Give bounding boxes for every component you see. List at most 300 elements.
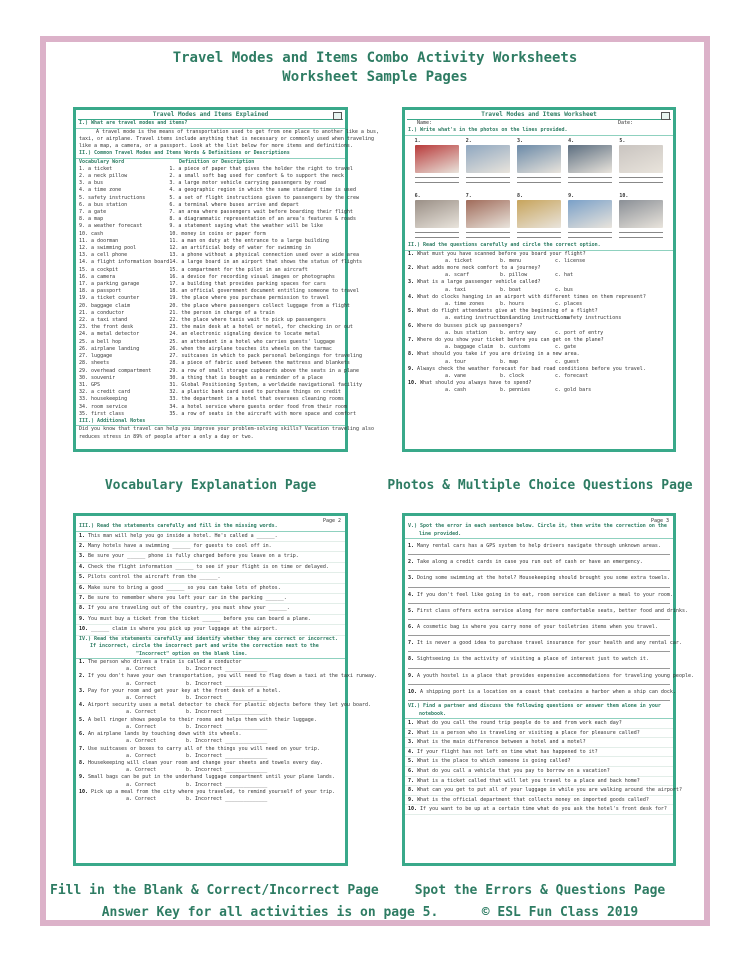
statement-text: Airport security uses a metal detector to check for plastic objects before they let you board. [88, 702, 372, 709]
vocab-definition: 11. a man on duty at the entrance to a large building [169, 237, 329, 244]
mc-question [405, 279, 673, 286]
question-number: 6. [408, 322, 415, 329]
error-text: First class offers extra service along for more comfortable seats, better food and drinks. [417, 607, 688, 614]
discussion-text: What is the official department that collects money on imported goods called? [417, 796, 649, 803]
answer-line[interactable] [619, 232, 663, 233]
fill-text: Many hotels have a swimming ______ for guests to cool off in. [88, 542, 272, 549]
mc-question [405, 265, 673, 272]
photo-image [619, 145, 663, 173]
statement-item [76, 789, 345, 796]
discussion-item [405, 786, 682, 796]
discussion-text: If you want to be up at a certain time what do you ask the hotel's front desk for? [420, 806, 667, 813]
statement-text: An airplane lands by touching down with its wheels. [88, 731, 242, 738]
statement-item [76, 746, 345, 753]
photo-number: 9. [568, 192, 575, 199]
mc-options [405, 330, 673, 337]
vocab-word: 19. a ticket counter [79, 295, 140, 302]
item-number: 10. [79, 626, 89, 633]
answer-line[interactable] [466, 237, 510, 238]
discussion-item [405, 748, 673, 758]
fill-item [76, 604, 345, 614]
photo-number: 5. [619, 137, 626, 144]
error-text: Take along a credit cards in case you run out of cash or have an emergency. [417, 559, 643, 566]
photo-item [466, 138, 510, 183]
correction-line[interactable] [408, 668, 670, 669]
correct-option[interactable]: a. Correct [126, 695, 157, 702]
mc-option[interactable]: b. menu [500, 257, 522, 264]
correction-line[interactable] [408, 619, 670, 620]
error-text: It is never a good idea to purchase travel insurance for your health and any rental car. [417, 640, 682, 647]
vocab-word: 32. a credit card [79, 389, 131, 396]
correct-incorrect-options [76, 738, 345, 745]
vocab-definition: 27. suitcases in which to pack personal belongings for traveling [169, 353, 362, 360]
mc-option[interactable]: a. time zones [445, 301, 485, 308]
error-text: Doing some swimming at the hotel? Housekeeping should brought you some extra towels. [417, 575, 670, 582]
vocab-word: 29. overhead compartment [79, 367, 152, 374]
incorrect-option[interactable]: b. Incorrect ______________ [186, 695, 268, 702]
mc-option[interactable]: c. forecast [555, 373, 589, 380]
discussion-text: If your flight has not left on time what has happened to it? [417, 748, 598, 755]
discussion-text: What do you call the round trip people do to and from work each day? [417, 720, 622, 727]
statement-item [76, 688, 345, 695]
photo-item [415, 193, 459, 238]
mc-option[interactable]: a. tour [445, 358, 467, 365]
photo-item [568, 193, 612, 238]
vocab-word: 9. a weather forecast [79, 223, 143, 230]
vocab-definition: 22. the place where taxis wait to pick up passengers [169, 317, 326, 324]
correct-incorrect-list [76, 659, 378, 803]
fill-list [76, 532, 345, 636]
vocab-word: 10. cash [79, 230, 104, 237]
error-item [405, 672, 694, 680]
item-number: 3. [79, 687, 86, 694]
fill-item [76, 542, 345, 552]
mc-question [405, 337, 673, 344]
vocab-definition: 1. a piece of paper that gives the holder the right to travel [169, 165, 353, 172]
mc-option[interactable]: a. vane [445, 373, 467, 380]
name-label: Name: [417, 120, 433, 126]
vocab-section-1: I.) What are travel modes and items? [76, 120, 345, 129]
correct-option[interactable]: a. Correct [126, 781, 157, 788]
vocab-word: 13. a cell phone [79, 252, 128, 259]
fill-item [76, 532, 345, 542]
fill-item [76, 594, 345, 604]
discussion-item [405, 719, 673, 729]
error-text: Many rental cars has a GPS system to help drivers navigate through unknown areas. [417, 543, 661, 549]
answer-line[interactable] [415, 237, 459, 238]
statement-item [76, 702, 372, 709]
mc-option[interactable]: a. taxi [445, 286, 467, 293]
question-text: Always check the weather forecast for bad road conditions before you travel. [417, 365, 646, 372]
correct-option[interactable]: a. Correct [126, 723, 157, 730]
vocab-definition: 24. an electronic signaling device to locate metal [169, 331, 320, 338]
correct-option[interactable]: a. Correct [126, 795, 157, 802]
correct-incorrect-options [76, 709, 345, 716]
discussion-text: What is the place to which someone is going called? [417, 758, 571, 765]
vocab-word-list [79, 166, 169, 418]
error-item [405, 559, 673, 566]
vocab-word: 22. a taxi stand [79, 317, 128, 324]
fill-text: Be sure to remember where you left your car in the parking ______. [88, 594, 287, 601]
answer-line[interactable] [568, 182, 612, 183]
vocab-definition: 19. the place where you purchase permission to travel [169, 295, 329, 302]
mc-option[interactable]: c. hat [555, 272, 574, 279]
item-number: 2. [79, 673, 86, 680]
mc-option[interactable]: c. bus [555, 286, 574, 293]
vocabulary-sheet [73, 107, 379, 452]
answer-line[interactable] [466, 232, 510, 233]
question-number: 1. [408, 250, 415, 257]
vocab-word: 6. a bus station [79, 201, 128, 208]
mc-option[interactable]: b. hours [500, 301, 525, 308]
vocab-word: 14. a flight information board [79, 259, 170, 266]
answer-line[interactable] [415, 182, 459, 183]
name-date-row [405, 120, 673, 127]
item-number: 9. [408, 796, 415, 803]
item-number: 5. [79, 574, 86, 581]
item-number: 1. [79, 659, 86, 666]
fill-item [76, 625, 345, 635]
answer-line[interactable] [517, 182, 561, 183]
fill-text: Be sure your ______ phone is fully charged before you leave on a trip. [88, 553, 299, 560]
question-number: 10. [408, 380, 418, 387]
discuss-section-line: notebook. [405, 711, 673, 720]
vocab-word: 23. the front desk [79, 324, 134, 331]
photo-number: 6. [414, 192, 421, 199]
correction-line[interactable] [408, 651, 670, 652]
fill-blank-sheet [73, 513, 378, 866]
mc-question [405, 351, 673, 358]
item-number: 7. [408, 777, 415, 784]
mc-option[interactable]: b. entry way [500, 329, 537, 336]
caption-answer-key: Answer Key for all activities is on page 5. [101, 905, 439, 920]
mc-question [405, 380, 673, 387]
discussion-text: What do you call a vehicle that you pay to borrow on a vacation? [417, 768, 610, 774]
mc-option[interactable]: b. customs [500, 344, 531, 351]
answer-line[interactable] [517, 177, 561, 178]
vocab-definition: 8. a diagrammatic representation of an area's features & roads [169, 216, 356, 223]
ci-section-line: "Incorrect" option on the blank line. [76, 651, 345, 660]
mc-option[interactable]: b. pennies [500, 387, 531, 394]
answer-line[interactable] [415, 177, 459, 178]
answer-line[interactable] [568, 177, 612, 178]
vocab-definition: 18. an official government document entitling someone to travel [169, 288, 359, 295]
vocab-definition: 3. a large motor vehicle carrying passengers by road [169, 180, 326, 187]
item-number: 5. [408, 758, 415, 765]
caption-copyright: © ESL Fun Class 2019 [481, 905, 639, 920]
vocab-definition: 30. a thing that is bought as a reminder of a place [169, 374, 323, 381]
vocab-definition: 26. when the airplane touches its wheels on the tarmac [169, 345, 332, 352]
incorrect-option[interactable]: b. Incorrect ______________ [186, 795, 268, 802]
mc-option[interactable]: a. eating instructions [445, 315, 512, 322]
date-label: Date: [617, 120, 633, 126]
item-number: 6. [79, 584, 86, 591]
fill-item [76, 552, 345, 562]
photos-section-2: II.) Read the questions carefully and circle the correct option. [405, 242, 673, 251]
vocab-definition: 33. the department in a hotel that oversees cleaning rooms [169, 396, 344, 403]
question-text: What adds more neck comfort to a journey? [417, 265, 541, 272]
error-list [405, 543, 694, 701]
mc-options [405, 344, 673, 351]
vocab-word: 7. a gate [79, 209, 107, 216]
item-number: 2. [79, 542, 86, 549]
mc-option[interactable]: c. gate [555, 344, 577, 351]
item-number: 7. [79, 594, 86, 601]
item-number: 7. [408, 640, 415, 647]
photo-number: 1. [414, 137, 421, 144]
ci-section-line: IV.) Read the statements carefully and identify whether they are correct or incorrect. [79, 635, 338, 642]
fill-text: Make sure to bring a good ______ so you can take lots of photos. [88, 584, 281, 591]
correct-incorrect-options [76, 767, 345, 774]
mc-option[interactable]: b. pillow [500, 272, 528, 279]
question-number: 2. [408, 265, 415, 272]
mc-option[interactable]: b. landing instructions [500, 315, 570, 322]
photo-row [405, 191, 673, 238]
correct-option[interactable]: a. Correct [126, 666, 157, 673]
correction-line[interactable] [408, 635, 670, 636]
photo-item [619, 138, 663, 183]
answer-line[interactable] [415, 232, 459, 233]
answer-line[interactable] [619, 177, 663, 178]
correction-line[interactable] [408, 570, 670, 571]
mc-options [405, 272, 673, 279]
vocab-word: 2. a neck pillow [79, 173, 128, 180]
vocab-definition: 2. a small soft bag used for comfort & to support the neck [169, 173, 344, 180]
incorrect-option[interactable]: b. Incorrect ______________ [186, 709, 268, 716]
statement-text: The person who drives a train is called a conductor [88, 659, 242, 666]
vocab-definition: 9. a statement saying what the weather will be like [169, 223, 323, 230]
discussion-list [405, 719, 682, 815]
photo-image [619, 200, 663, 228]
statement-text: A bell ringer shows people to their rooms and helps them with their luggage. [88, 716, 317, 723]
mc-question [405, 251, 673, 258]
photo-image [568, 145, 612, 173]
mc-question [405, 323, 673, 330]
mc-option[interactable]: b. boat [500, 286, 522, 293]
answer-line[interactable] [619, 237, 663, 238]
vocab-definition: 16. a device for recording visual images or photographs [169, 273, 335, 280]
mc-option[interactable]: b. clock [500, 373, 525, 380]
answer-line[interactable] [466, 182, 510, 183]
mc-option[interactable]: a. scarf [445, 272, 470, 279]
mc-options [405, 258, 673, 265]
vocab-word: 17. a parking garage [79, 281, 140, 288]
fill-text: You must buy a ticket from the ticket ______ before you can board a plane. [88, 615, 311, 622]
intro-line: like a map, a camera, or a passport. Look at the list below for more items and definitions. [79, 142, 353, 149]
correct-incorrect-options [76, 695, 345, 702]
vocab-definition: 35. a row of seats in the aircraft with more space and comfort [169, 410, 356, 417]
mc-question-list [405, 251, 673, 395]
error-item [405, 656, 673, 663]
mc-option[interactable]: c. gold bars [555, 387, 592, 394]
question-text: What do flight attendants give at the beginning of a flight? [417, 308, 598, 315]
item-number: 3. [408, 739, 415, 746]
correct-incorrect-options [76, 666, 345, 673]
error-item [405, 688, 676, 696]
correct-incorrect-options [76, 782, 345, 789]
vocab-word: 28. sheets [79, 360, 110, 367]
spot-errors-sheet [402, 513, 694, 866]
photo-image [466, 200, 510, 228]
question-number: 9. [408, 365, 415, 372]
answer-line[interactable] [619, 182, 663, 183]
mc-option[interactable]: b. map [500, 358, 519, 365]
discussion-text: What is the main difference between a hotel and a motel? [417, 739, 586, 746]
incorrect-option[interactable]: b. Incorrect ______________ [186, 666, 268, 673]
incorrect-option[interactable]: b. Incorrect ______________ [186, 767, 268, 774]
notes-line: Did you know that travel can help you improve your problem-solving skills? Vacation traveling also [79, 426, 375, 433]
correction-line[interactable] [408, 587, 670, 588]
definition-list [169, 166, 362, 418]
correct-incorrect-options [76, 753, 345, 760]
statement-text: Pick up a meal from the city where you traveled, to remind yourself of your trip. [91, 788, 335, 795]
mc-option[interactable]: a. bus station [445, 329, 488, 336]
incorrect-option[interactable]: b. Incorrect ______________ [186, 723, 268, 730]
question-number: 8. [408, 351, 415, 358]
photo-number: 7. [465, 192, 472, 199]
mc-option[interactable]: a. ticket [445, 257, 473, 264]
vocab-word: 30. souvenir [79, 374, 116, 381]
vocab-word: 27. luggage [79, 353, 113, 360]
item-number: 4. [79, 702, 86, 709]
mc-option[interactable]: c. license [555, 257, 586, 264]
photo-item [466, 193, 510, 238]
page-number: Page 2 [322, 518, 341, 524]
photo-row [405, 136, 673, 183]
fill-item [76, 573, 345, 583]
intro-line: A travel mode is the means of transportation used to get from one place to another like a bus, [96, 128, 379, 135]
vocab-definition: 6. a terminal where buses arrive and depart [169, 201, 299, 208]
mc-options [405, 359, 673, 366]
vocab-definition: 5. a set of flight instructions given to passengers by the crew [169, 194, 359, 201]
correct-incorrect-options [76, 681, 345, 688]
photo-image [466, 145, 510, 173]
incorrect-option[interactable]: b. Incorrect ______________ [186, 680, 268, 687]
item-number: 7. [79, 745, 86, 752]
correction-line[interactable] [408, 554, 670, 555]
item-number: 9. [79, 615, 86, 622]
discussion-item [405, 738, 673, 748]
answer-line[interactable] [517, 237, 561, 238]
vocab-word: 16. a camera [79, 273, 116, 280]
item-number: 2. [408, 729, 415, 736]
error-text: A shipping port is a location on a coast that contains a harbor when a ship can dock. [420, 688, 676, 695]
correct-option[interactable]: a. Correct [126, 752, 157, 759]
caption-photos: Photos & Multiple Choice Questions Page [387, 478, 693, 493]
main-subtitle: Worksheet Sample Pages [282, 69, 468, 85]
mc-option[interactable]: a. baggage claim [445, 344, 494, 351]
fill-text: Check the flight information ______ to see if your flight is on time or delayed. [88, 563, 329, 570]
worksheet-icon [661, 112, 670, 120]
correction-line[interactable] [408, 603, 670, 604]
vocab-definition: 13. a phone without a physical connection used over a wide area [169, 252, 359, 259]
mc-option[interactable]: c. guest [555, 358, 580, 365]
error-item [405, 640, 682, 647]
mc-options [405, 373, 673, 380]
photo-image [415, 145, 459, 173]
item-number: 8. [79, 605, 86, 612]
error-item [405, 543, 673, 550]
correction-line[interactable] [408, 684, 670, 685]
item-number: 8. [408, 787, 415, 794]
item-number: 1. [79, 532, 86, 539]
correct-option[interactable]: a. Correct [126, 680, 157, 687]
mc-option[interactable]: c. port of entry [555, 329, 604, 336]
discussion-item [405, 767, 673, 777]
caption-vocab: Vocabulary Explanation Page [104, 478, 317, 493]
statement-text: Use suitcases or boxes to carry all of the things you will need on your trip. [88, 745, 320, 752]
discussion-item [405, 729, 673, 739]
answer-line[interactable] [568, 237, 612, 238]
incorrect-option[interactable]: b. Incorrect ______________ [186, 752, 268, 759]
vocab-definition: 23. the main desk at a hotel or motel, for checking in or out [169, 324, 353, 331]
statement-text: Small bags can be put in the underhand luggage compartment until your plane lands. [88, 774, 335, 781]
mc-option[interactable]: c. safety instructions [555, 315, 622, 322]
photo-item [517, 138, 561, 183]
item-number: 4. [79, 563, 86, 570]
intro-line: taxi, or airplane. Travel items include anything that is necessary or commonly used when traveling [79, 135, 375, 142]
vocab-word: 35. first class [79, 410, 125, 417]
answer-line[interactable] [568, 232, 612, 233]
discuss-section-line: VI.) Find a partner and discuss the following questions or answer them alone in your [408, 703, 661, 710]
vocab-word: 8. a map [79, 216, 104, 223]
question-text: What do clocks hanging in an airport with different times on them represent? [417, 293, 646, 300]
vocab-definition: 10. money in coins or paper form [169, 230, 266, 237]
vocab-definition: 12. an artificial body of water for swimming in [169, 245, 311, 252]
correction-line[interactable] [408, 700, 670, 701]
question-text: What is a large passenger vehicle called? [417, 279, 541, 286]
vocab-table [76, 165, 362, 418]
correct-option[interactable]: a. Correct [126, 709, 157, 716]
photo-image [568, 200, 612, 228]
fill-text: ______ claim is where you pick up your luggage at the airport. [91, 626, 278, 633]
vocab-columns-header [76, 159, 345, 166]
correct-option[interactable]: a. Correct [126, 767, 157, 774]
error-text: A youth hostel is a place that provides expensive accommodations for traveling young people. [417, 672, 694, 679]
discussion-text: What is a ticket called that will let you travel to a place and back home? [417, 777, 640, 784]
item-number: 6. [79, 731, 86, 738]
statement-item [76, 731, 345, 738]
item-number: 10. [408, 688, 418, 695]
vocab-definition: 4. a geographic region in which the same standard time is used [169, 187, 356, 194]
correct-option[interactable]: a. Correct [126, 738, 157, 745]
statement-item [76, 673, 378, 680]
mc-option[interactable]: a. cash [445, 387, 467, 394]
fill-text: If you are traveling out of the country, you must show your ______. [88, 605, 290, 612]
answer-line[interactable] [466, 177, 510, 178]
item-number: 9. [79, 774, 86, 781]
incorrect-option[interactable]: b. Incorrect ______________ [186, 738, 268, 745]
notes-line: reduces stress in 89% of people after a only a day or two. [79, 433, 254, 440]
answer-line[interactable] [517, 232, 561, 233]
photo-number: 4. [568, 137, 575, 144]
statement-item [76, 717, 345, 724]
correct-incorrect-options [76, 796, 345, 803]
vocab-word: 21. a conductor [79, 309, 125, 316]
question-text: Where do you show your ticket before you can get on the plane? [417, 337, 604, 344]
definition-col-header: Definition or Description [179, 158, 255, 165]
vocab-definition: 29. a row of small storage cupboards above the seats in a plane [169, 367, 359, 374]
photo-number: 2. [465, 137, 472, 144]
mc-question [405, 294, 673, 301]
vocab-word: 24. a metal detector [79, 331, 140, 338]
incorrect-option[interactable]: b. Incorrect ______________ [186, 781, 268, 788]
mc-option[interactable]: c. places [555, 301, 583, 308]
photo-number: 10. [619, 192, 629, 199]
error-item [405, 607, 688, 615]
question-text: What must you have scanned before you board your flight? [417, 250, 586, 257]
worksheet-icon [333, 112, 342, 120]
